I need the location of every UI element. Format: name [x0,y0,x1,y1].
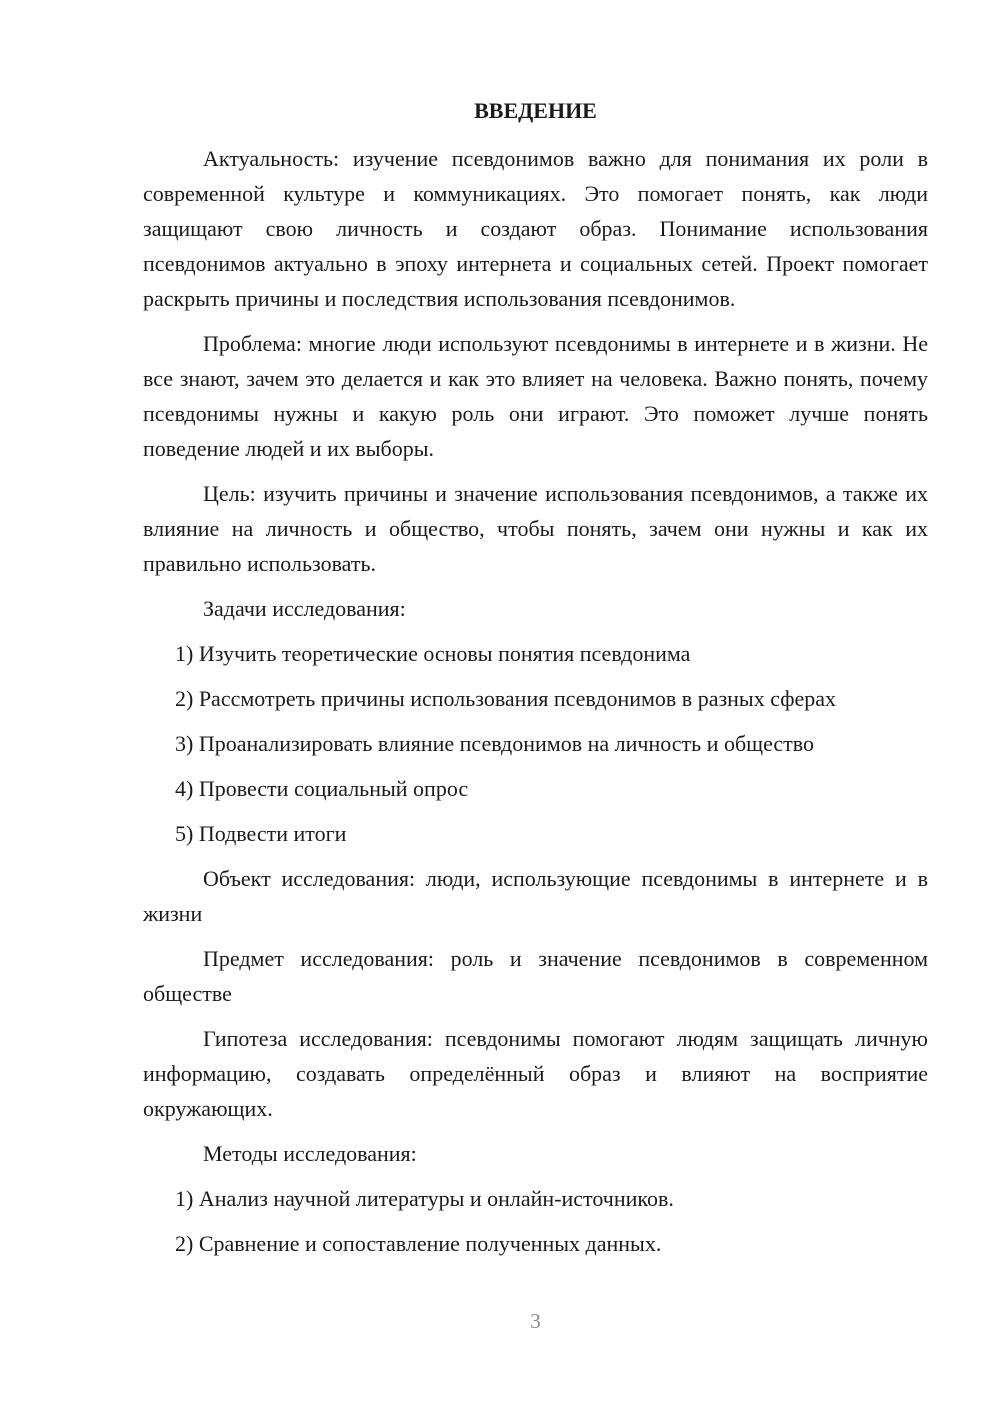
paragraph-relevance: Актуальность: изучение псевдонимов важно для понимания их роли в современной культуре и коммуникациях. Это помогает понять, как люди защищают свою личность и создают образ. Понимание использования псевдонимов актуально в эпоху интернета и социальных сетей. Проект помогает раскрыть причины и последствия использования псевдонимов. [143,146,928,311]
page-number: 3 [530,1309,541,1333]
methods-heading: Методы исследования: [203,1141,417,1166]
section-title: ВВЕДЕНИЕ [474,98,597,123]
method-item-1: 1) Анализ научной литературы и онлайн-источников. [175,1186,674,1211]
paragraph-subject: Предмет исследования: роль и значение псевдонимов в современном обществе [143,946,928,1006]
task-item-5: 5) Подвести итоги [175,821,347,846]
task-item-1: 1) Изучить теоретические основы понятия псевдонима [175,641,691,666]
paragraph-problem: Проблема: многие люди используют псевдонимы в интернете и в жизни. Не все знают, зачем это делается и как это влияет на человека. Важно понять, почему псевдонимы нужны и какую роль они играют. Это поможет лучше понять поведение людей и их выборы. [143,331,928,461]
document-body [143,141,928,1261]
task-item-2: 2) Рассмотреть причины использования псевдонимов в разных сферах [175,686,837,711]
tasks-heading: Задачи исследования: [203,596,406,621]
document-page [143,0,928,1414]
paragraph-object: Объект исследования: люди, использующие псевдонимы в интернете и в жизни [143,866,928,926]
task-item-4: 4) Провести социальный опрос [175,776,469,801]
method-item-2: 2) Сравнение и сопоставление полученных данных. [175,1231,662,1256]
paragraph-goal: Цель: изучить причины и значение использования псевдонимов, а также их влияние на личность и общество, чтобы понять, зачем они нужны и как их правильно использовать. [143,481,928,576]
paragraph-hypothesis: Гипотеза исследования: псевдонимы помогают людям защищать личную информацию, создавать определённый образ и влияют на восприятие окружающих. [143,1026,928,1121]
task-item-3: 3) Проанализировать влияние псевдонимов на личность и общество [175,731,815,756]
